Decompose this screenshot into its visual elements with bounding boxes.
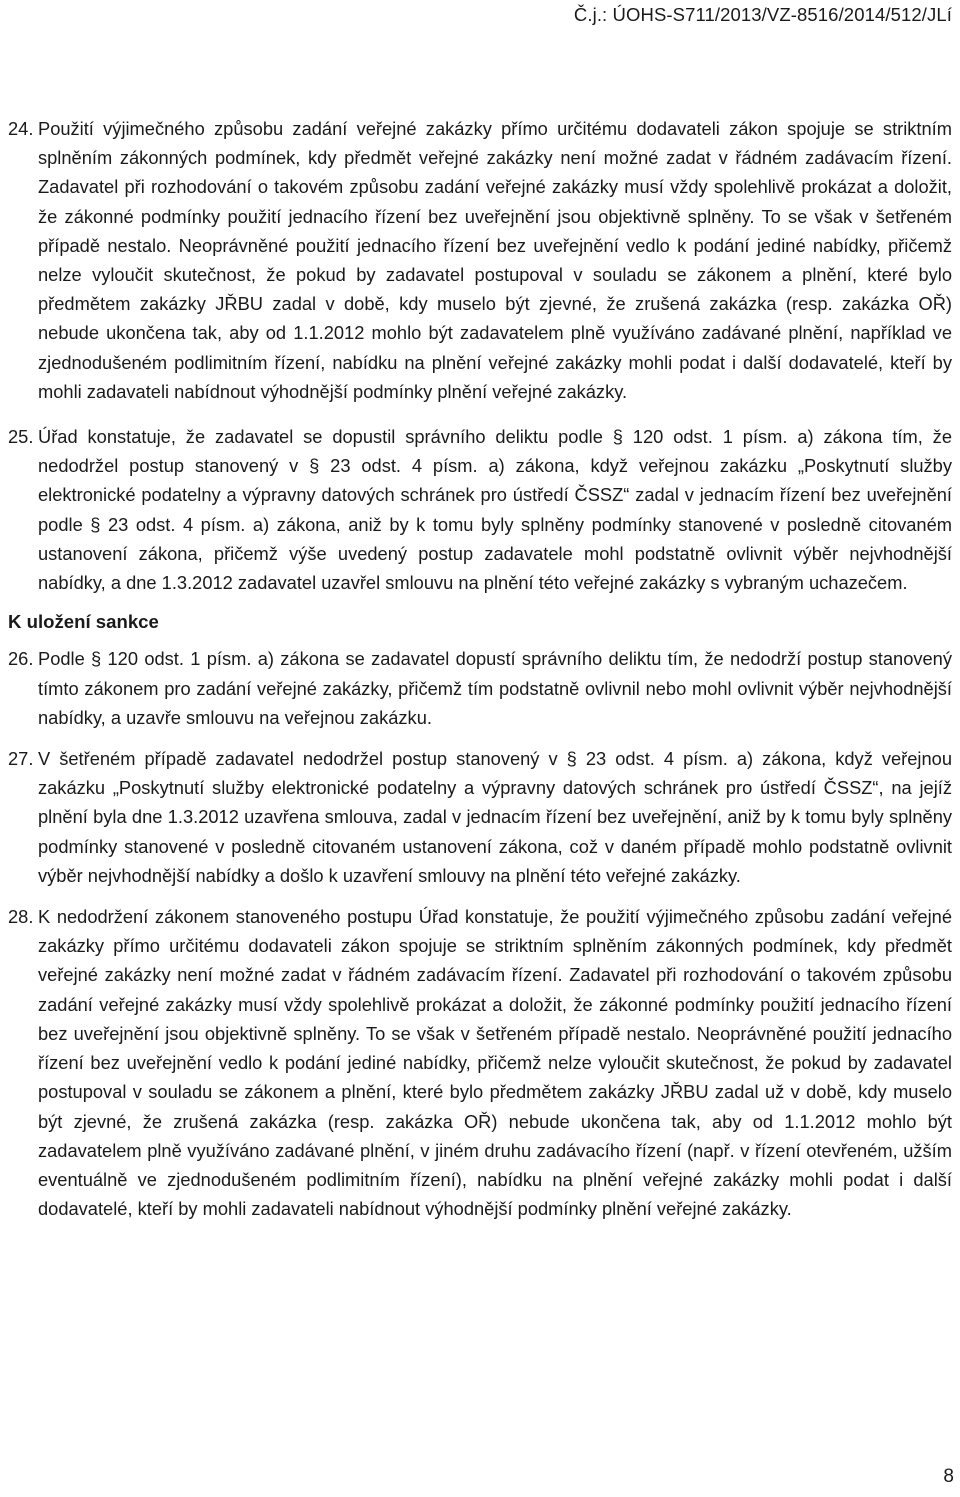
paragraph-number: 26. [8, 648, 34, 670]
paragraph-text: Úřad konstatuje, že zadavatel se dopustil správního deliktu podle § 120 odst. 1 písm. a) zákona tím, že nedodržel postup stanovený v § 23 odst. 4 písm. a) zákona, když veřejnou zakázku „Poskytnutí služby elektronické podatelny a výpravny datových schránek pro ústředí ČSSZ“ zadal v jednacím řízení bez uveřejnění podle § 23 odst. 4 písm. a) zákona, aniž by k tomu byly splněny podmínky stanovené v posledně citovaném ustanovení zákona, přičemž výše uvedený postup zadavatele mohl podstatně ovlivnit výběr nejvhodnější nabídky, a dne 1.3.2012 zadavatel uzavřel smlouvu na plnění této veřejné zakázky s vybraným uchazečem. [38, 426, 952, 594]
page-number: 8 [943, 1466, 954, 1487]
section-heading: K uložení sankce [8, 611, 159, 633]
paragraph-27 [8, 744, 952, 890]
paragraph-number: 25. [8, 426, 34, 448]
paragraph-number: 27. [8, 748, 34, 770]
paragraph-text: Podle § 120 odst. 1 písm. a) zákona se zadavatel dopustí správního deliktu tím, že nedodrží postup stanovený tímto zákonem pro zadání veřejné zakázky, přičemž tím podstatně ovlivnil nebo mohl ovlivnit výběr nejvhodnější nabídky, a uzavře smlouvu na veřejnou zakázku. [38, 648, 952, 728]
paragraph-number: 24. [8, 118, 34, 139]
paragraph-text: K nedodržení zákonem stanoveného postupu Úřad konstatuje, že použití výjimečného způsobu zadání veřejné zakázky přímo určitému dodavateli zákon spojuje se striktním splněním zákonných podmínek, kdy předmět veřejné zakázky není možné zadat v řádném zadávacím řízení. Zadavatel při rozhodování o takovém způsobu zadání veřejné zakázky musí vždy spolehlivě prokázat a doložit, že zákonné podmínky použití jednacího řízení bez uveřejnění jsou objektivně splněny. To se však v šetřeném případě nestalo. Neoprávněné použití jednacího řízení bez uveřejnění vedlo k podání jediné nabídky, přičemž nelze vyloučit skutečnost, že pokud by zadavatel postupoval v souladu se zákonem a plnění, které bylo předmětem zakázky JŘBU zadal už v době, kdy muselo být zjevné, že zrušená zakázka (resp. zakázka OŘ) nebude ukončena tak, aby od 1.1.2012 mohlo být zadavatelem plně využíváno zadávané plnění, v jiném druhu zadávacího řízení (např. v řízení otevřeném, užším eventuálně ve zjednodušeném podlimitním řízení), nabídku na plnění veřejné zakázky mohli podat i další dodavatelé, kteří by mohli zadavateli nabídnout výhodnější podmínky plnění veřejné zakázky. [38, 906, 952, 1220]
paragraph-text: Použití výjimečného způsobu zadání veřejné zakázky přímo určitému dodavateli zákon spojuje se striktním splněním zákonných podmínek, kdy předmět veřejné zakázky není možné zadat v řádném zadávacím řízení. Zadavatel při rozhodování o takovém způsobu zadání veřejné zakázky musí vždy spolehlivě prokázat a doložit, že zákonné podmínky použití jednacího řízení bez uveřejnění jsou objektivně splněny. To se však v šetřeném případě nestalo. Neoprávněné použití jednacího řízení bez uveřejnění vedlo k podání jediné nabídky, přičemž nelze vyloučit skutečnost, že pokud by zadavatel postupoval v souladu se zákonem a plnění, které bylo předmětem zakázky JŘBU zadal v době, kdy muselo být zjevné, že zrušená zakázka (resp. zakázka OŘ) nebude ukončena tak, aby od 1.1.2012 mohlo být zadavatelem plně využíváno zadávané plnění, například ve zjednodušeném podlimitním řízení, nabídku na plnění veřejné zakázky mohli podat i další dodavatelé, kteří by mohli zadavateli nabídnout výhodnější podmínky plnění veřejné zakázky. [38, 118, 952, 402]
paragraph-26 [8, 644, 952, 732]
document-body [8, 114, 952, 1223]
paragraph-text: V šetřeném případě zadavatel nedodržel postup stanovený v § 23 odst. 4 písm. a) zákona, když veřejnou zakázku „Poskytnutí služby elektronické podatelny a výpravny datových schránek pro ústředí ČSSZ“, na jejíž plnění byla dne 1.3.2012 uzavřena smlouva, zadal v jednacím řízení bez uveřejnění, aniž by k tomu byly splněny podmínky stanovené v posledně citovaném ustanovení zákona, což v daném případě mohlo podstatně ovlivnit výběr nejvhodnější nabídky a došlo k uzavření smlouvy na plnění této veřejné zakázky. [38, 748, 952, 886]
paragraph-25 [8, 422, 952, 597]
paragraph-number: 28. [8, 906, 34, 928]
paragraph-24 [8, 114, 952, 406]
paragraph-28 [8, 902, 952, 1223]
document-reference: Č.j.: ÚOHS-S711/2013/VZ-8516/2014/512/JLí [573, 4, 952, 25]
